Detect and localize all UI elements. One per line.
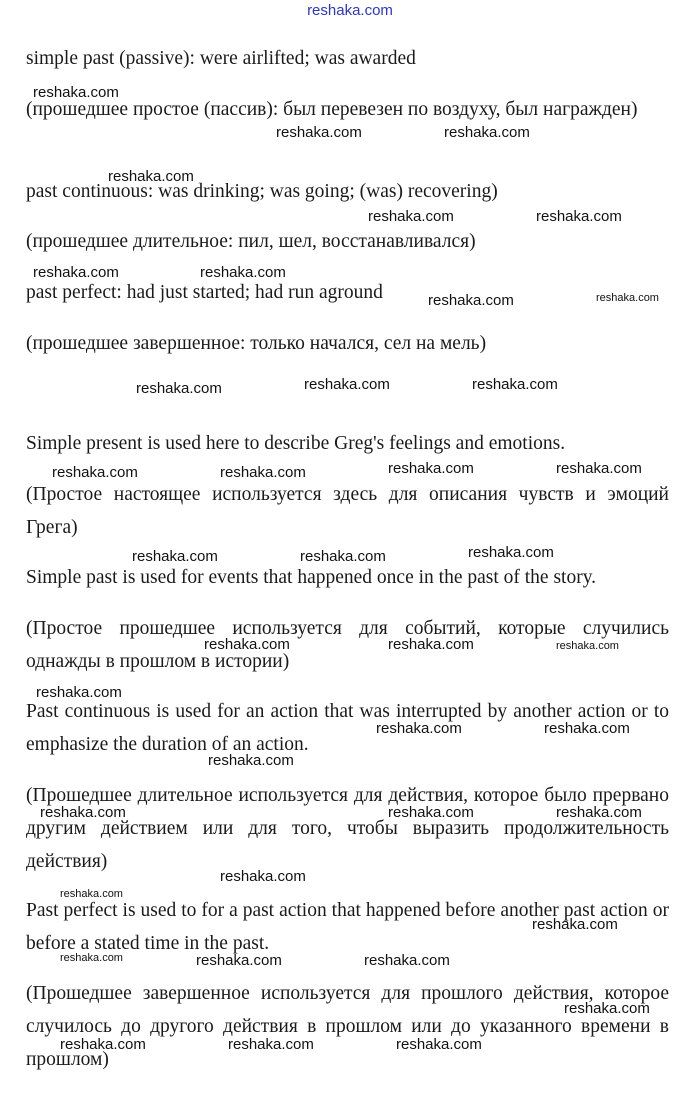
watermark: reshaka.com xyxy=(364,952,450,969)
past-perfect-usage-translation: (Прошедшее завершенное используется для прошлого действия, которое случилось до другого действия в прошлом или до указанного времени в прошлом) xyxy=(26,983,669,1070)
watermark: reshaka.com xyxy=(544,720,630,737)
watermark: reshaka.com xyxy=(368,208,454,225)
watermark: reshaka.com xyxy=(596,292,659,304)
watermark: reshaka.com xyxy=(468,544,554,561)
watermark: reshaka.com xyxy=(200,264,286,281)
watermark: reshaka.com xyxy=(36,684,122,701)
watermark: reshaka.com xyxy=(556,804,642,821)
simple-present-usage-translation: (Простое настоящее используется здесь для описания чувств и эмоций Грега) xyxy=(26,484,669,538)
past-continuous-usage-translation: (Прошедшее длительное используется для действия, которое было прервано другим действием или для того, чтобы выразить продолжительность действия) xyxy=(26,785,669,872)
watermark: reshaka.com xyxy=(388,804,474,821)
watermark: reshaka.com xyxy=(60,888,123,900)
tense-simple-past-passive-translation: (прошедшее простое (пассив): был перевезен по воздуху, был награжден) xyxy=(26,99,638,120)
watermark: reshaka.com xyxy=(52,464,138,481)
watermark: reshaka.com xyxy=(536,208,622,225)
watermark: reshaka.com xyxy=(532,916,618,933)
watermark: reshaka.com xyxy=(204,636,290,653)
watermark: reshaka.com xyxy=(108,168,194,185)
site-header-link[interactable]: reshaka.com xyxy=(307,2,393,19)
watermark: reshaka.com xyxy=(556,460,642,477)
tense-past-continuous: past continuous: was drinking; was going; (was) recovering) xyxy=(26,181,498,202)
watermark: reshaka.com xyxy=(396,1036,482,1053)
past-perfect-usage: Past perfect is used to for a past action that happened before another past action or before a stated time in the past. xyxy=(26,900,669,954)
watermark: reshaka.com xyxy=(300,548,386,565)
tense-past-continuous-translation: (прошедшее длительное: пил, шел, восстанавливался) xyxy=(26,231,476,252)
watermark: reshaka.com xyxy=(276,124,362,141)
watermark: reshaka.com xyxy=(304,376,390,393)
watermark: reshaka.com xyxy=(60,952,123,964)
watermark: reshaka.com xyxy=(388,460,474,477)
watermark: reshaka.com xyxy=(208,752,294,769)
watermark: reshaka.com xyxy=(228,1036,314,1053)
simple-past-usage: Simple past is used for events that happened once in the past of the story. xyxy=(26,567,597,588)
watermark: reshaka.com xyxy=(132,548,218,565)
watermark: reshaka.com xyxy=(220,464,306,481)
watermark: reshaka.com xyxy=(196,952,282,969)
tense-simple-past-passive: simple past (passive): were airlifted; was awarded xyxy=(26,48,416,69)
watermark: reshaka.com xyxy=(376,720,462,737)
watermark: reshaka.com xyxy=(136,380,222,397)
watermark: reshaka.com xyxy=(444,124,530,141)
watermark: reshaka.com xyxy=(33,84,119,101)
simple-present-usage: Simple present is used here to describe Greg's feelings and emotions. xyxy=(26,433,566,454)
tense-past-perfect: past perfect: had just started; had run aground xyxy=(26,282,383,303)
watermark: reshaka.com xyxy=(40,804,126,821)
watermark: reshaka.com xyxy=(220,868,306,885)
watermark: reshaka.com xyxy=(564,1000,650,1017)
watermark: reshaka.com xyxy=(428,292,514,309)
watermark: reshaka.com xyxy=(472,376,558,393)
watermark: reshaka.com xyxy=(556,640,619,652)
tense-past-perfect-translation: (прошедшее завершенное: только начался, сел на мель) xyxy=(26,333,487,354)
simple-past-usage-translation: (Простое прошедшее используется для событий, которые случились однажды в прошлом в истории) xyxy=(26,618,669,672)
watermark: reshaka.com xyxy=(388,636,474,653)
past-continuous-usage: Past continuous is used for an action that was interrupted by another action or to emphasize the duration of an action. xyxy=(26,701,669,755)
watermark: reshaka.com xyxy=(60,1036,146,1053)
watermark: reshaka.com xyxy=(33,264,119,281)
